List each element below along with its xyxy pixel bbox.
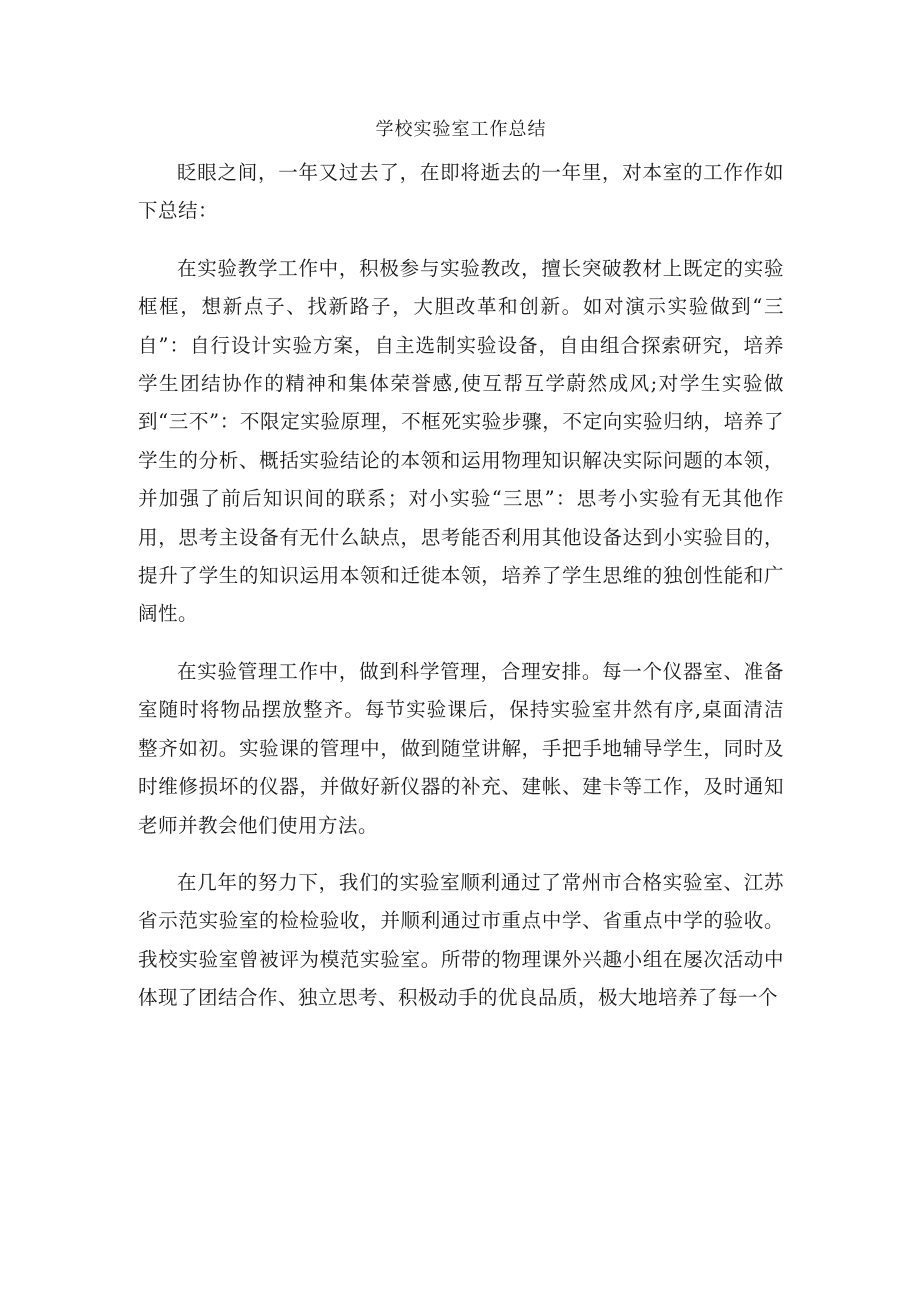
paragraph-intro: 眨眼之间，一年又过去了，在即将逝去的一年里，对本室的工作作如下总结： xyxy=(138,161,784,223)
paragraph-management: 在实验管理工作中，做到科学管理，合理安排。每一个仪器室、准备室随时将物品摆放整齐。每节实验课后，保持实验室井然有序,桌面清洁整齐如初。实验课的管理中，做到随堂讲解，手把手地辅导学生，同时及时维修损坏的仪器，并做好新仪器的补充、建帐、建卡等工作，及时通知老师并教会他们使用方法。 xyxy=(138,659,784,837)
paragraph-teaching: 在实验教学工作中，积极参与实验教改，擅长突破教材上既定的实验框框，想新点子、找新路子，大胆改革和创新。如对演示实验做到“三自”：自行设计实验方案，自主选制实验设备，自由组合探索研究，培养学生团结协作的精神和集体荣誉感,使互帮互学蔚然成风;对学生实验做到“三不”：不限定实验原理，不框死实验步骤，不定向实验归纳，培养了学生的分析、概括实验结论的本领和运用物理知识解决实际问题的本领，并加强了前后知识间的联系；对小实验“三思”：思考小实验有无其他作用，思考主设备有无什么缺点，思考能否利用其他设备达到小实验目的，提升了学生的知识运用本领和迁徙本领，培养了学生思维的独创性能和广阔性。 xyxy=(138,256,784,626)
paragraph-achievements: 在几年的努力下，我们的实验室顺利通过了常州市合格实验室、江苏省示范实验室的检检验收，并顺利通过市重点中学、省重点中学的验收。我校实验室曾被评为模范实验室。所带的物理课外兴趣小组在屡次活动中体现了团结合作、独立思考、积极动手的优良品质，极大地培养了每一个 xyxy=(138,870,784,1010)
document-title: 学校实验室工作总结 xyxy=(375,119,547,140)
document-body xyxy=(138,112,784,1018)
